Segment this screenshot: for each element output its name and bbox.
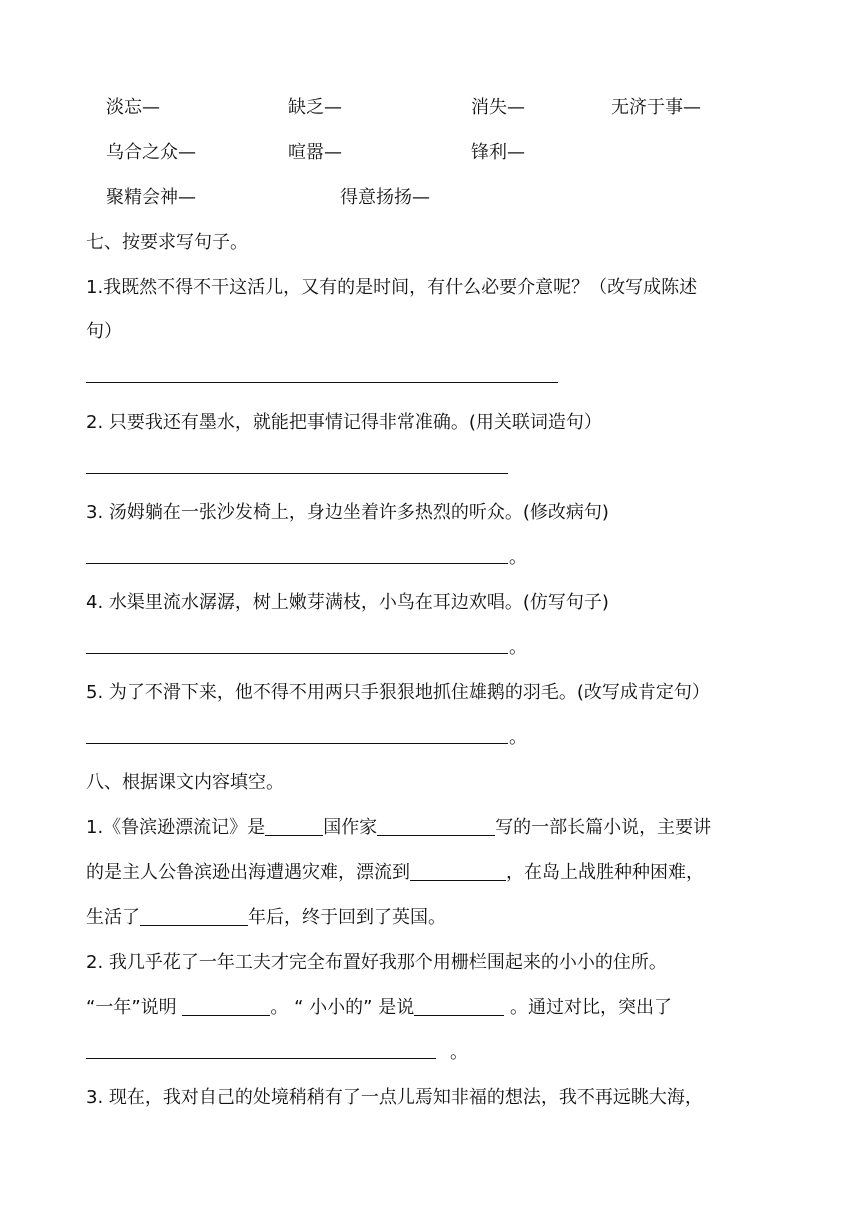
text-segment: 1.《鲁滨逊漂流记》是 [86, 817, 266, 838]
text-segment: 。 “ 小小的” 是说 [270, 997, 415, 1018]
fill-blank[interactable] [265, 817, 323, 836]
word-item: 乌合之众— [106, 142, 196, 163]
text-segment: 写的一部长篇小说，主要讲 [495, 817, 712, 838]
period: 。 [450, 1042, 468, 1063]
answer-line[interactable] [86, 473, 508, 474]
word-item: 缺乏— [288, 97, 342, 118]
text-segment: ，在岛上战胜种种困难， [506, 862, 704, 883]
answer-line[interactable] [86, 743, 508, 744]
section-8-title: 八、根据课文内容填空。 [86, 772, 284, 793]
word-item: 消失— [471, 97, 525, 118]
answer-line[interactable] [86, 1058, 436, 1059]
answer-line[interactable] [86, 563, 508, 564]
question-7-3-text: 3. 汤姆躺在一张沙发椅上，身边坐着许多热烈的听众。(修改病句) [86, 502, 609, 523]
text-segment: 生活了 [86, 907, 140, 928]
question-7-4-text: 4. 水渠里流水潺潺，树上嫩芽满枝，小鸟在耳边欢唱。(仿写句子) [86, 592, 609, 613]
question-7-1-text: 1.我既然不得不干这活儿，又有的是时间，有什么必要介意呢？（改写成陈述 [86, 277, 698, 298]
question-7-2-text: 2. 只要我还有墨水，就能把事情记得非常准确。(用关联词造句） [86, 412, 602, 433]
word-item: 淡忘— [106, 97, 160, 118]
question-8-1-line1 [86, 816, 711, 840]
period: 。 [509, 727, 527, 748]
fill-blank[interactable] [414, 997, 504, 1016]
question-8-1-line3 [86, 906, 446, 930]
question-7-1-text-cont: 句） [86, 321, 122, 342]
question-7-5-text: 5. 为了不滑下来，他不得不用两只手狠狠地抓住雄鹅的羽毛。(改写成肯定句） [86, 682, 710, 703]
fill-blank[interactable] [182, 997, 270, 1016]
answer-line[interactable] [86, 653, 508, 654]
word-item: 锋利— [471, 142, 525, 163]
answer-line[interactable] [86, 382, 558, 383]
section-7-title: 七、按要求写句子。 [86, 232, 248, 253]
question-8-1-line2 [86, 861, 704, 885]
fill-blank[interactable] [377, 817, 495, 836]
word-item: 无济于事— [611, 97, 701, 118]
question-8-2-line2 [86, 996, 672, 1020]
fill-blank[interactable] [410, 862, 506, 881]
text-segment: 的是主人公鲁滨逊出海遭遇灾难，漂流到 [86, 862, 410, 883]
text-segment: 年后，终于回到了英国。 [248, 907, 446, 928]
word-item: 聚精会神— [106, 187, 196, 208]
text-segment: 国作家 [323, 817, 378, 838]
period: 。 [509, 547, 527, 568]
question-8-3-text: 3. 现在，我对自己的处境稍稍有了一点儿焉知非福的想法，我不再远眺大海， [86, 1087, 703, 1108]
word-item: 得意扬扬— [340, 187, 430, 208]
word-item: 喧嚣— [288, 142, 342, 163]
text-segment: “一年”说明 [86, 997, 177, 1018]
question-8-2-text: 2. 我几乎花了一年工夫才完全布置好我那个用栅栏围起来的小小的住所。 [86, 952, 667, 973]
fill-blank[interactable] [140, 907, 248, 926]
text-segment: 。通过对比，突出了 [509, 997, 672, 1018]
period: 。 [509, 637, 527, 658]
